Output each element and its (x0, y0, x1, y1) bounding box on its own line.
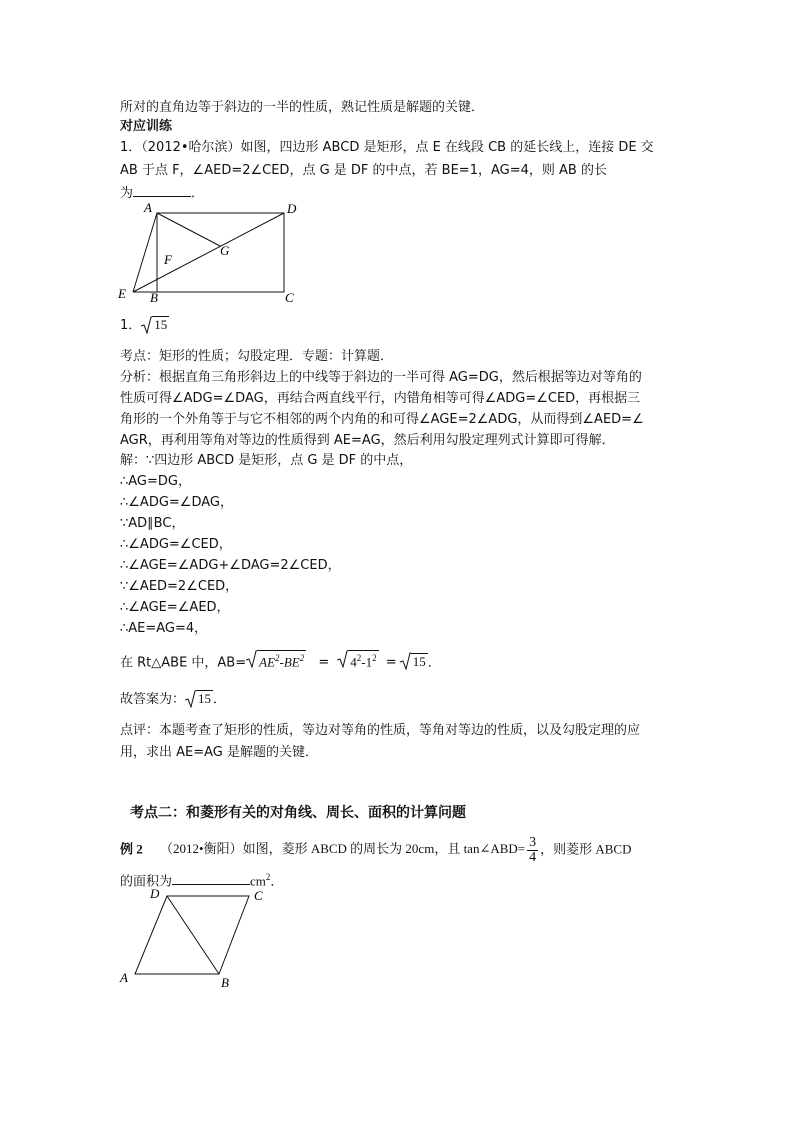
solution-line-2: ∴AG=DG， (120, 474, 191, 489)
calc-line: 在 Rt△ABE 中，AB= $AE^2-BE^2$ = $4^2-1^2$ = 15 ． (120, 650, 441, 673)
diagonal-db (167, 896, 219, 974)
solution-line-8: ∴∠AGE=∠AED， (120, 600, 230, 615)
label-b2: B (221, 975, 229, 990)
comment-line-1: 点评：本题考查了矩形的性质，等边对等角的性质，等角对等边的性质，以及勾股定理的应 (120, 723, 641, 738)
label-a: A (144, 200, 152, 215)
example2-line-1 (120, 836, 632, 865)
sqrt-ae-be: $AE^2-BE^2$ (246, 650, 306, 672)
label-b: B (150, 290, 158, 305)
segment-ed (133, 213, 284, 292)
label-c: C (285, 290, 294, 305)
sqrt-4sq-1sq: $4^2-1^2$ (337, 650, 378, 672)
section2-heading: 考点二：和菱形有关的对角线、周长、面积的计算问题 (130, 805, 466, 821)
radical-icon (185, 690, 196, 708)
practice-heading: 对应训练 (120, 119, 173, 134)
radical-icon (400, 652, 411, 670)
rhombus-figure (112, 884, 272, 994)
label-d: D (287, 201, 297, 216)
example-text-1: （2012•衡阳）如图，菱形 ABCD 的周长为 20cm，且 tan∠ABD= (160, 841, 526, 857)
answer-line (120, 316, 169, 335)
solution-line-7: ∵∠AED=2∠CED， (120, 579, 239, 594)
final-answer-line: 故答案为： 15 ． (120, 691, 227, 707)
label-d2: D (150, 886, 160, 901)
calc-prefix: 在 Rt△ABE 中，AB= (120, 655, 247, 671)
analysis-line-1: 分析：根据直角三角形斜边上的中线等于斜边的一半可得 AG=DG，然后根据等边对等角的 (120, 370, 642, 385)
segment-ae (133, 213, 157, 292)
rectangle-figure (112, 198, 312, 306)
example-text-2: ，则菱形 ABCD (540, 841, 632, 857)
final-answer-prefix: 故答案为： (120, 692, 186, 707)
solution-line-4: ∵AD∥BC， (120, 516, 185, 531)
solution-line-9: ∴AE=AG=4， (120, 621, 208, 636)
comment-line-2: 用，求出 AE=AG 是解题的关键． (120, 745, 319, 760)
answer-prefix: 1． (120, 318, 142, 333)
answer-blank (133, 184, 191, 197)
radical-icon (246, 650, 257, 668)
example2-line-2: 的面积为 $cm^2$． (120, 872, 284, 889)
sqrt-15-calc: 15 (400, 652, 428, 672)
label-a2: A (120, 970, 128, 985)
kaodian-text: 考点：矩形的性质；勾股定理．专题：计算题． (120, 349, 394, 364)
segment-ag (157, 213, 220, 246)
label-c2: C (254, 888, 263, 903)
label-e: E (118, 286, 126, 301)
problem-line-1: 1．（2012•哈尔滨）如图，四边形 ABCD 是矩形，点 E 在线段 CB 的延长线上，连接 DE 交 (120, 140, 654, 155)
label-f: F (164, 252, 172, 267)
analysis-line-2: 性质可得∠ADG=∠DAG，再结合两直线平行，内错角相等可得∠ADG=∠CED，再根据三 (120, 391, 641, 406)
example-label: 例 2 (120, 841, 143, 857)
radical-icon (337, 650, 348, 668)
solution-line-6: ∴∠AGE=∠ADG+∠DAG=2∠CED， (120, 558, 341, 573)
problem-line3-prefix: 为 (120, 186, 134, 201)
example-line2-prefix: 的面积为 (120, 873, 173, 889)
rhombus-abcd (135, 896, 249, 974)
analysis-line-4: AGR，再利用等角对等边的性质得到 AE=AG，然后利用勾股定理列式计算即可得解． (120, 433, 615, 448)
label-g: G (220, 243, 230, 258)
sqrt-15: 15 (141, 316, 169, 334)
analysis-line-3: 角形的一个外角等于与它不相邻的两个内角的和可得∠AGE=2∠ADG，从而得到∠AED=∠ (120, 412, 644, 427)
solution-line-5: ∴∠ADG=∠CED， (120, 537, 232, 552)
solution-line-1: 解：∵四边形 ABCD 是矩形，点 G 是 DF 的中点， (120, 453, 413, 468)
problem-line3-suffix: ． (191, 186, 205, 201)
sqrt-15-final: 15 (185, 690, 213, 708)
fraction-3-4: $\frac{3}{4}$ (529, 835, 537, 865)
solution-line-3: ∴∠ADG=∠DAG， (120, 495, 233, 510)
intro-text: 所对的直角边等于斜边的一半的性质，熟记性质是解题的关键． (120, 100, 485, 115)
radical-icon (141, 316, 152, 334)
problem-line-2: AB 于点 F，∠AED=2∠CED，点 G 是 DF 的中点，若 BE=1，AG=4，则 AB 的长 (120, 163, 607, 178)
